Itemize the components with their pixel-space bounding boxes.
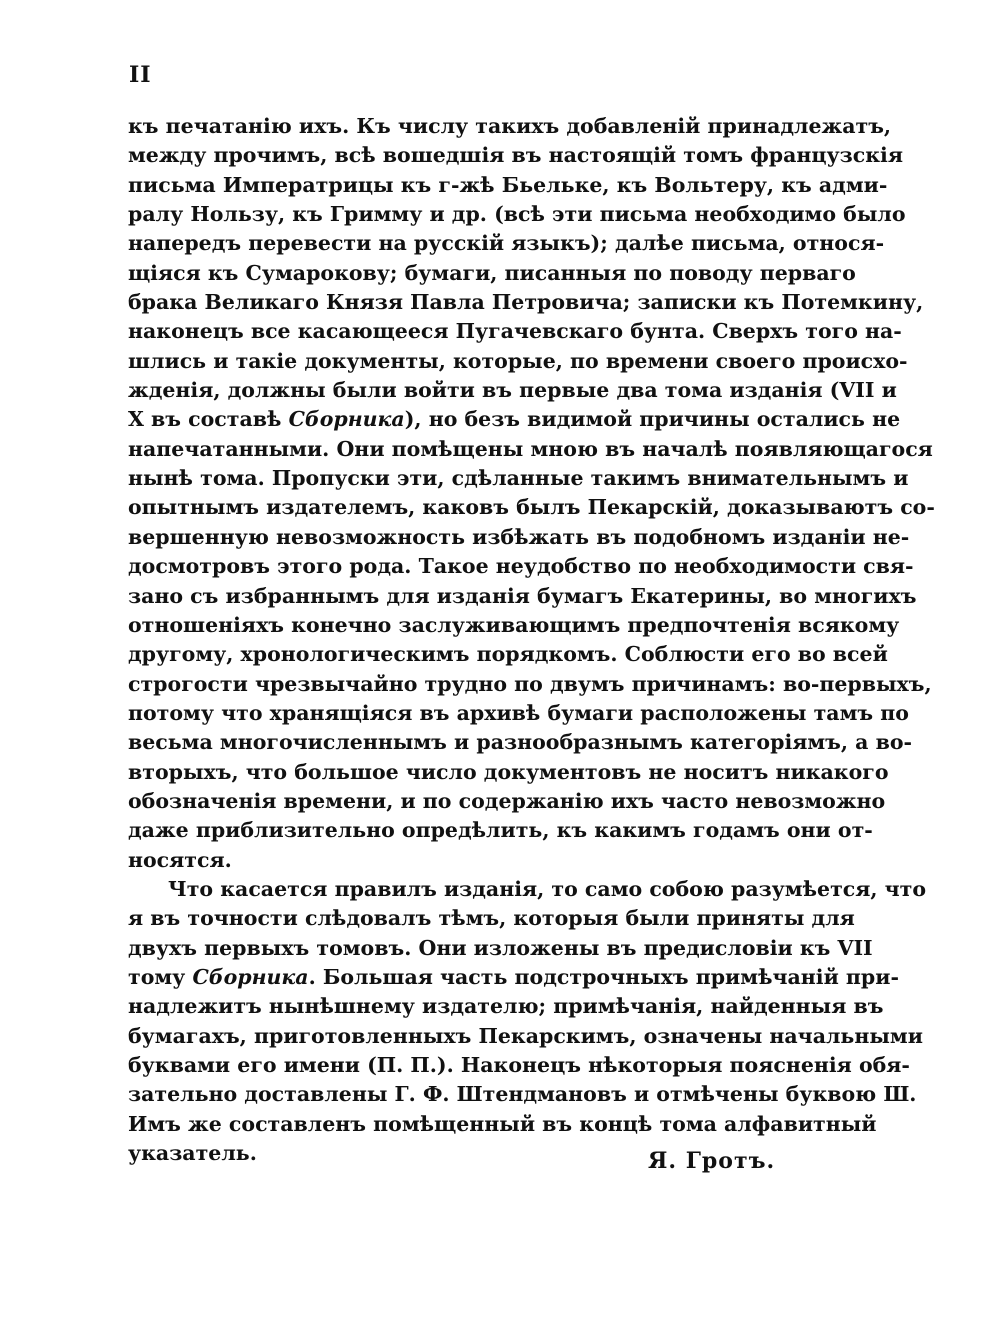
text-line: вершенную невозможность избѣжать въ подобномъ изданіи не- [128, 524, 910, 549]
text-line: бумагахъ, приготовленныхъ Пекарскимъ, означены начальными [128, 1023, 923, 1048]
text-line: между прочимъ, всѣ вошедшія въ настоящій томъ французскія [128, 143, 903, 168]
text-line: я въ точности слѣдовалъ тѣмъ, которыя были приняты для [128, 906, 855, 931]
text-segment: тому [128, 964, 193, 989]
text-line: зано съ избраннымъ для изданія бумагъ Екатерины, во многихъ [128, 583, 917, 608]
text-line-with-italic [128, 405, 901, 434]
text-line: Имъ же составленъ помѣщенный въ концѣ тома алфавитный [128, 1111, 877, 1136]
text-line: надлежитъ нынѣшнему издателю; примѣчанія, найденныя въ [128, 994, 884, 1019]
text-line: буквами его имени (П. П.). Наконецъ нѣкоторыя поясненія обя- [128, 1053, 910, 1077]
text-line: потому что хранящіяся въ архивѣ бумаги расположены тамъ по [128, 700, 909, 725]
text-line: письма Императрицы къ г-жѣ Бьельке, къ Вольтеру, къ адми- [128, 172, 888, 197]
text-line: весьма многочисленнымъ и разнообразнымъ категоріямъ, а во- [128, 730, 913, 755]
text-line: къ печатанію ихъ. Къ числу такихъ добавленій принадлежатъ, [128, 114, 892, 138]
text-line: жденія, должны были войти въ первые два тома изданія (VII и [128, 378, 897, 403]
page-number: II [129, 62, 152, 88]
text-segment: ), но безъ видимой причины остались не [404, 407, 901, 432]
text-line: нынѣ тома. Пропуски эти, сдѣланные такимъ внимательнымъ и [128, 466, 909, 491]
italic-title: Сборника [288, 407, 405, 432]
paragraph-1 [128, 112, 935, 875]
text-line: носятся. [128, 847, 232, 872]
author-signature: Я. Гротъ. [648, 1148, 776, 1174]
text-line: шлись и такіе документы, которые, по времени своего происхо- [128, 348, 908, 373]
text-line-with-italic [128, 963, 899, 992]
paragraph-2 [128, 875, 927, 1168]
text-segment: X въ составѣ [128, 407, 289, 432]
text-line: даже приблизительно опредѣлить, къ какимъ годамъ они от- [128, 818, 873, 843]
text-line: строгости чрезвычайно трудно по двумъ причинамъ: во-первыхъ, [128, 671, 932, 696]
text-segment: . Большая часть подстрочныхъ примѣчаній при- [308, 964, 899, 989]
text-line: брака Великаго Князя Павла Петровича; записки къ Потемкину, [128, 290, 924, 315]
text-line: досмотровъ этого рода. Такое неудобство по необходимости свя- [128, 554, 914, 579]
text-line: напередъ перевести на русскій языкъ); далѣе письма, относя- [128, 231, 885, 256]
text-line: опытнымъ издателемъ, каковъ былъ Пекарскій, доказываютъ со- [128, 495, 935, 520]
text-line: ралу Нользу, къ Гримму и др. (всѣ эти письма необходимо было [128, 202, 906, 227]
text-line: Что касается правилъ изданія, то само собою разумѣется, что [168, 876, 927, 901]
text-line: щіяся къ Сумарокову; бумаги, писанныя по поводу перваго [128, 260, 856, 285]
text-line: зательно доставлены Г. Ф. Штендмановъ и отмѣчены буквою Ш. [128, 1082, 917, 1107]
italic-title: Сборника [192, 964, 309, 989]
text-line: обозначенія времени, и по содержанію ихъ часто невозможно [128, 788, 886, 813]
text-line: отношеніяхъ конечно заслуживающимъ предпочтенія всякому [128, 612, 900, 637]
text-line: указатель. [128, 1141, 257, 1166]
text-line: напечатанными. Они помѣщены мною въ началѣ появляющагося [128, 436, 933, 461]
text-line: другому, хронологическимъ порядкомъ. Соблюсти его во всей [128, 642, 888, 667]
text-line: вторыхъ, что большое число документовъ не носитъ никакого [128, 759, 889, 784]
text-line: наконецъ все касающееся Пугачевскаго бунта. Сверхъ того на- [128, 319, 902, 344]
text-line: двухъ первыхъ томовъ. Они изложены въ предисловіи къ VII [128, 935, 873, 960]
body-text [128, 112, 935, 1168]
